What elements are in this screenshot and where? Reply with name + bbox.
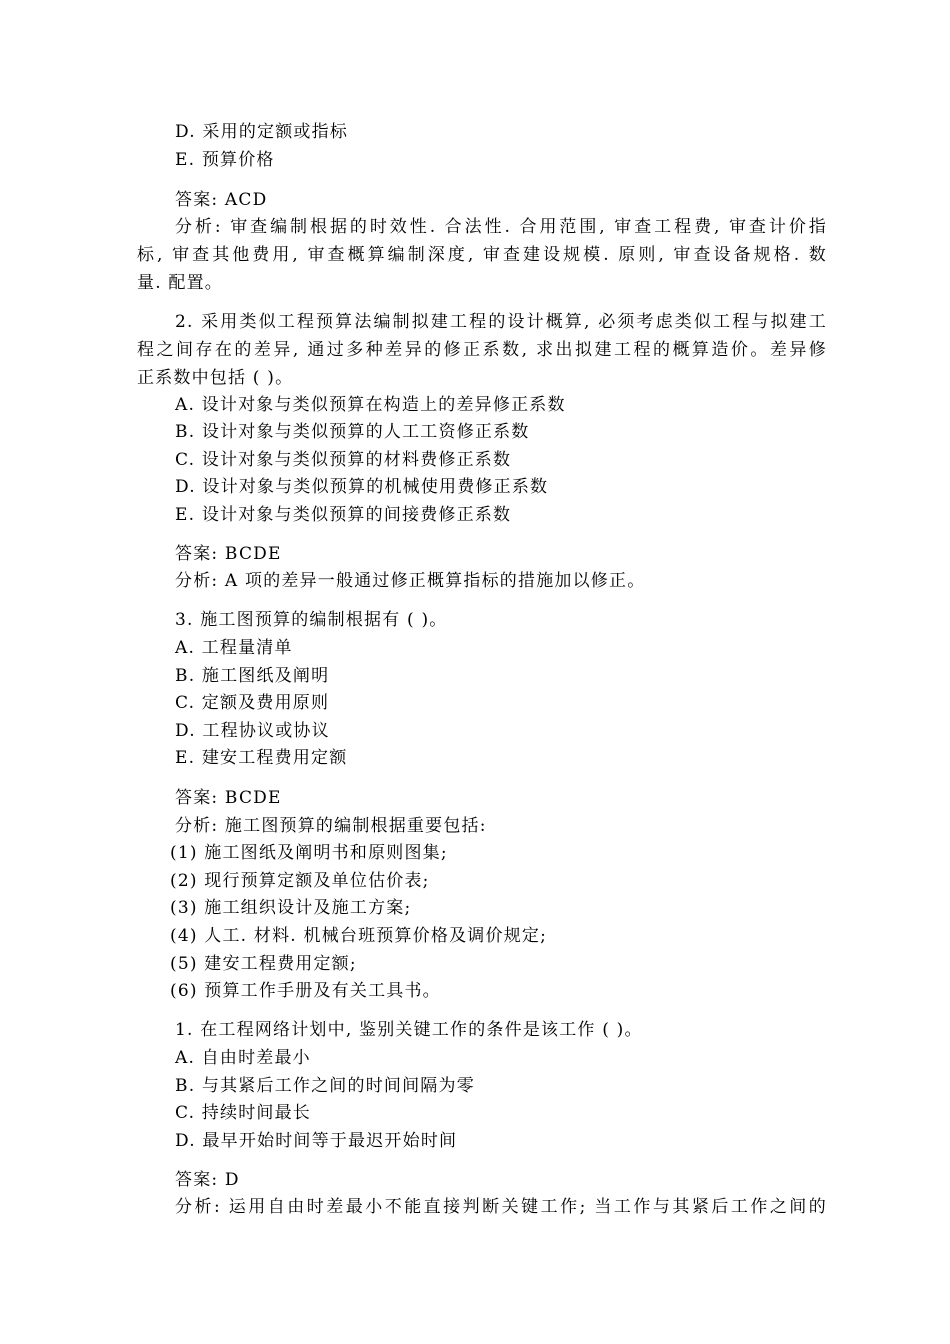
analysis-line: 标, 审查其他费用, 审查概算编制深度, 审查建设规模. 原则, 审查设备规格. 数	[137, 245, 827, 265]
option-a: A. 设计对象与类似预算在构造上的差异修正系数	[175, 395, 566, 415]
answer: 答案: D	[175, 1170, 240, 1190]
option-b: B. 设计对象与类似预算的人工工资修正系数	[175, 422, 530, 442]
option-d: D. 采用的定额或指标	[175, 122, 349, 142]
answer: 答案: BCDE	[175, 544, 282, 564]
option-d: D. 工程协议或协议	[175, 721, 330, 741]
option-e: E. 建安工程费用定额	[175, 748, 348, 768]
option-a: A. 自由时差最小	[175, 1048, 311, 1068]
option-b: B. 施工图纸及阐明	[175, 666, 330, 686]
analysis-line: 分析: 审查编制根据的时效性. 合法性. 合用范围, 审查工程费, 审查计价指	[175, 217, 827, 237]
option-c: C. 定额及费用原则	[175, 693, 330, 713]
analysis-line: 分析: 运用自由时差最小不能直接判断关键工作; 当工作与其紧后工作之间的	[175, 1197, 827, 1217]
analysis-line: 量. 配置。	[137, 273, 224, 293]
answer: 答案: ACD	[175, 190, 268, 210]
list-item: (4) 人工. 材料. 机械台班预算价格及调价规定;	[170, 926, 548, 946]
question-2-cont: 正系数中包括 ( )。	[137, 368, 294, 388]
option-e: E. 预算价格	[175, 150, 275, 170]
answer: 答案: BCDE	[175, 788, 282, 808]
list-item: (1) 施工图纸及阐明书和原则图集;	[170, 843, 448, 863]
option-e: E. 设计对象与类似预算的间接费修正系数	[175, 505, 512, 525]
list-item: (2) 现行预算定额及单位估价表;	[170, 871, 430, 891]
list-item: (3) 施工组织设计及施工方案;	[170, 898, 412, 918]
question-1: 1. 在工程网络计划中, 鉴别关键工作的条件是该工作 ( )。	[175, 1020, 643, 1040]
analysis-line: 分析: A 项的差异一般通过修正概算指标的措施加以修正。	[175, 571, 646, 591]
list-item: (6) 预算工作手册及有关工具书。	[170, 981, 441, 1001]
analysis-line: 分析: 施工图预算的编制根据重要包括:	[175, 816, 487, 836]
option-c: C. 持续时间最长	[175, 1103, 312, 1123]
option-c: C. 设计对象与类似预算的材料费修正系数	[175, 450, 512, 470]
option-d: D. 最早开始时间等于最迟开始时间	[175, 1131, 458, 1151]
list-item: (5) 建安工程费用定额;	[170, 954, 357, 974]
question-2-cont: 程之间存在的差异, 通过多种差异的修正系数, 求出拟建工程的概算造价。差异修	[137, 340, 827, 360]
question-3: 3. 施工图预算的编制根据有 ( )。	[175, 610, 448, 630]
option-b: B. 与其紧后工作之间的时间间隔为零	[175, 1076, 475, 1096]
question-2: 2. 采用类似工程预算法编制拟建工程的设计概算, 必须考虑类似工程与拟建工	[175, 312, 827, 332]
option-a: A. 工程量清单	[175, 638, 293, 658]
option-d: D. 设计对象与类似预算的机械使用费修正系数	[175, 477, 549, 497]
